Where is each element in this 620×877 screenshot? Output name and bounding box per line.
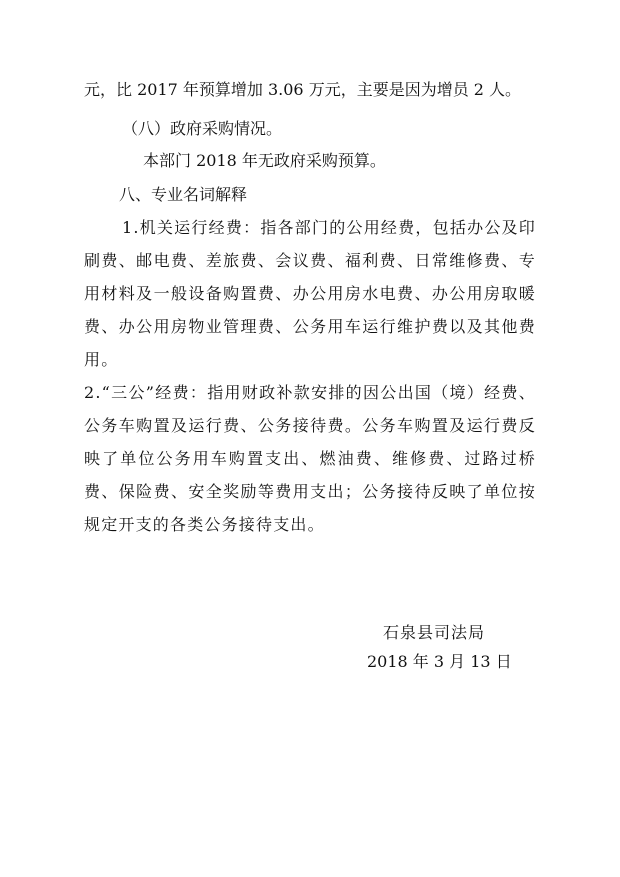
budget-increase-line: 元，比 2017 年预算增加 3.06 万元，主要是因为增员 2 人。 <box>84 80 522 99</box>
term-2-paragraph: 2.“三公”经费：指用财政补款安排的因公出国（境）经费、公务车购置及运行费、公务接待费。公务车购置及运行费反映了单位公务用车购置支出、燃油费、维修费、过路过桥费、保险费、安全奖励等费用支出；公务接待反映了单位按规定开支的各类公务接待支出。 <box>84 383 536 534</box>
signature-organization: 石泉县司法局 <box>383 623 486 642</box>
section-8-heading: （八）政府采购情况。 <box>122 119 283 138</box>
section-8-text: 本部门 2018 年无政府采购预算。 <box>143 151 386 170</box>
signature-date: 2018 年 3 月 13 日 <box>367 652 512 671</box>
chapter-8-heading: 八、专业名词解释 <box>119 185 248 204</box>
term-1-paragraph: 1.机关运行经费：指各部门的公用经费，包括办公及印刷费、邮电费、差旅费、会议费、福利费、日常维修费、专用材料及一般设备购置费、办公用房水电费、办公用房取暖费、办公用房物业管理费、公务用车运行维护费以及其他费用。 <box>84 218 536 369</box>
